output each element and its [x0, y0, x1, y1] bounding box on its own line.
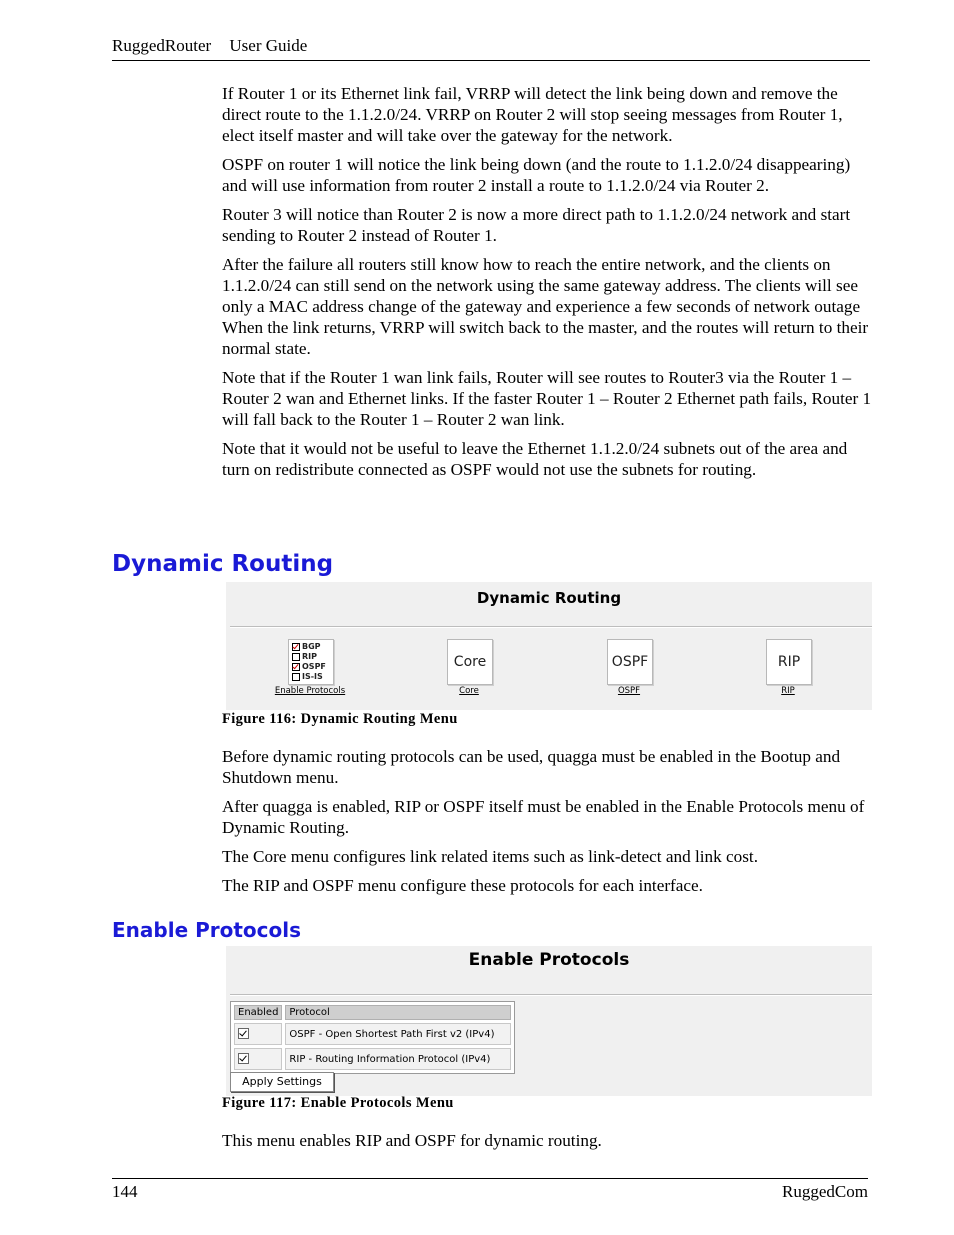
- ospf-icon[interactable]: OSPF: [607, 639, 653, 685]
- header-product: RuggedRouter: [112, 36, 212, 55]
- table-row: [234, 1048, 511, 1070]
- column-header-enabled: Enabled: [234, 1005, 282, 1020]
- paragraph: Before dynamic routing protocols can be used, quagga must be enabled in the Bootup and Shutdown menu.: [222, 747, 841, 787]
- column-header-protocol: Protocol: [285, 1005, 511, 1020]
- protocols-table-wrap: [230, 1001, 515, 1074]
- paragraph: Router 3 will notice than Router 2 is now a more direct path to 1.1.2.0/24 network and start sending to Router 2 instead of Router 1.: [222, 205, 851, 245]
- enabled-cell: [234, 1023, 282, 1045]
- icon-item: RIP: [292, 652, 317, 662]
- enabled-cell: [234, 1048, 282, 1070]
- apply-settings-button[interactable]: Apply Settings: [230, 1072, 334, 1092]
- enable-protocols-icon[interactable]: [288, 639, 334, 685]
- rip-icon[interactable]: RIP: [766, 639, 812, 685]
- rip-enabled-checkbox[interactable]: [238, 1053, 249, 1064]
- core-icon[interactable]: Core: [447, 639, 493, 685]
- protocol-cell: RIP - Routing Information Protocol (IPv4): [285, 1048, 511, 1070]
- paragraph: Note that it would not be useful to leave the Ethernet 1.1.2.0/24 subnets out of the area and turn on redistribute connected as OSPF would not use the subnets for routing.: [222, 439, 848, 479]
- ospf-link[interactable]: OSPF: [617, 686, 641, 696]
- enable-protocols-text: [222, 1130, 872, 1159]
- panel-title: Enable Protocols: [468, 950, 630, 970]
- ospf-enabled-checkbox[interactable]: [238, 1028, 249, 1039]
- page-number: 144: [112, 1182, 138, 1201]
- core-link[interactable]: Core: [459, 686, 479, 696]
- table-row: [234, 1023, 511, 1045]
- paragraph: After the failure all routers still know how to reach the entire network, and the clients on 1.1.2.0/24 can still send on the network using the same gateway address. The clients will see only a MAC address change of the gateway and experience a few seconds of network outage When the link returns, VRRP will switch back to the master, and the routes will return to their normal state.: [222, 255, 869, 358]
- paragraph: The RIP and OSPF menu configure these protocols for each interface.: [222, 876, 703, 895]
- paragraph: If Router 1 or its Ethernet link fail, VRRP will detect the link being down and remove the direct route to the 1.1.2.0/24. VRRP on Router 2 will stop seeing messages from Router 1, elect itself master and will take over the gateway for the network.: [222, 84, 843, 145]
- paragraph: This menu enables RIP and OSPF for dynamic routing.: [222, 1131, 602, 1150]
- paragraph: Note that if the Router 1 wan link fails, Router will see routes to Router3 via the Router 1 – Router 2 wan and Ethernet links. If the faster Router 1 – Router 2 Ethernet path fails, Router 1 will fall back to the Router 1 – Router 2 wan link.: [222, 368, 872, 429]
- checkbox-icon: [292, 663, 300, 671]
- paragraph: The Core menu configures link related items such as link-detect and link cost.: [222, 847, 759, 866]
- page-header: [112, 36, 870, 61]
- section-heading-enable-protocols: Enable Protocols: [112, 918, 302, 942]
- paragraph: After quagga is enabled, RIP or OSPF itself must be enabled in the Enable Protocols menu of Dynamic Routing.: [222, 797, 865, 837]
- divider: [230, 626, 872, 628]
- rip-link[interactable]: RIP: [781, 686, 795, 696]
- header-doc: User Guide: [229, 36, 308, 55]
- checkbox-icon: [292, 673, 300, 681]
- checkbox-icon: [292, 653, 300, 661]
- paragraph: OSPF on router 1 will notice the link being down (and the route to 1.1.2.0/24 disappearing) and will use information from router 2 install a route to 1.1.2.0/24 via Router 2.: [222, 155, 851, 195]
- intro-text: [222, 83, 872, 488]
- icon-item: IS-IS: [292, 672, 323, 682]
- enable-protocols-link[interactable]: Enable Protocols: [274, 686, 346, 696]
- table-header-row: [234, 1005, 511, 1020]
- page-footer: [112, 1178, 868, 1202]
- icon-item: OSPF: [292, 662, 326, 672]
- figure-caption: Figure 117: Enable Protocols Menu: [222, 1095, 454, 1111]
- divider: [230, 994, 872, 996]
- section-heading-dynamic-routing: Dynamic Routing: [112, 551, 334, 577]
- footer-company: RuggedCom: [782, 1182, 868, 1201]
- dynamic-routing-panel: [226, 582, 872, 710]
- panel-title: Dynamic Routing: [476, 589, 622, 607]
- figure-caption: Figure 116: Dynamic Routing Menu: [222, 711, 458, 727]
- dynamic-routing-text: [222, 746, 872, 904]
- icon-item: BGP: [292, 642, 321, 652]
- checkbox-icon: [292, 643, 300, 651]
- protocols-table: [230, 1001, 515, 1074]
- protocol-cell: OSPF - Open Shortest Path First v2 (IPv4): [285, 1023, 511, 1045]
